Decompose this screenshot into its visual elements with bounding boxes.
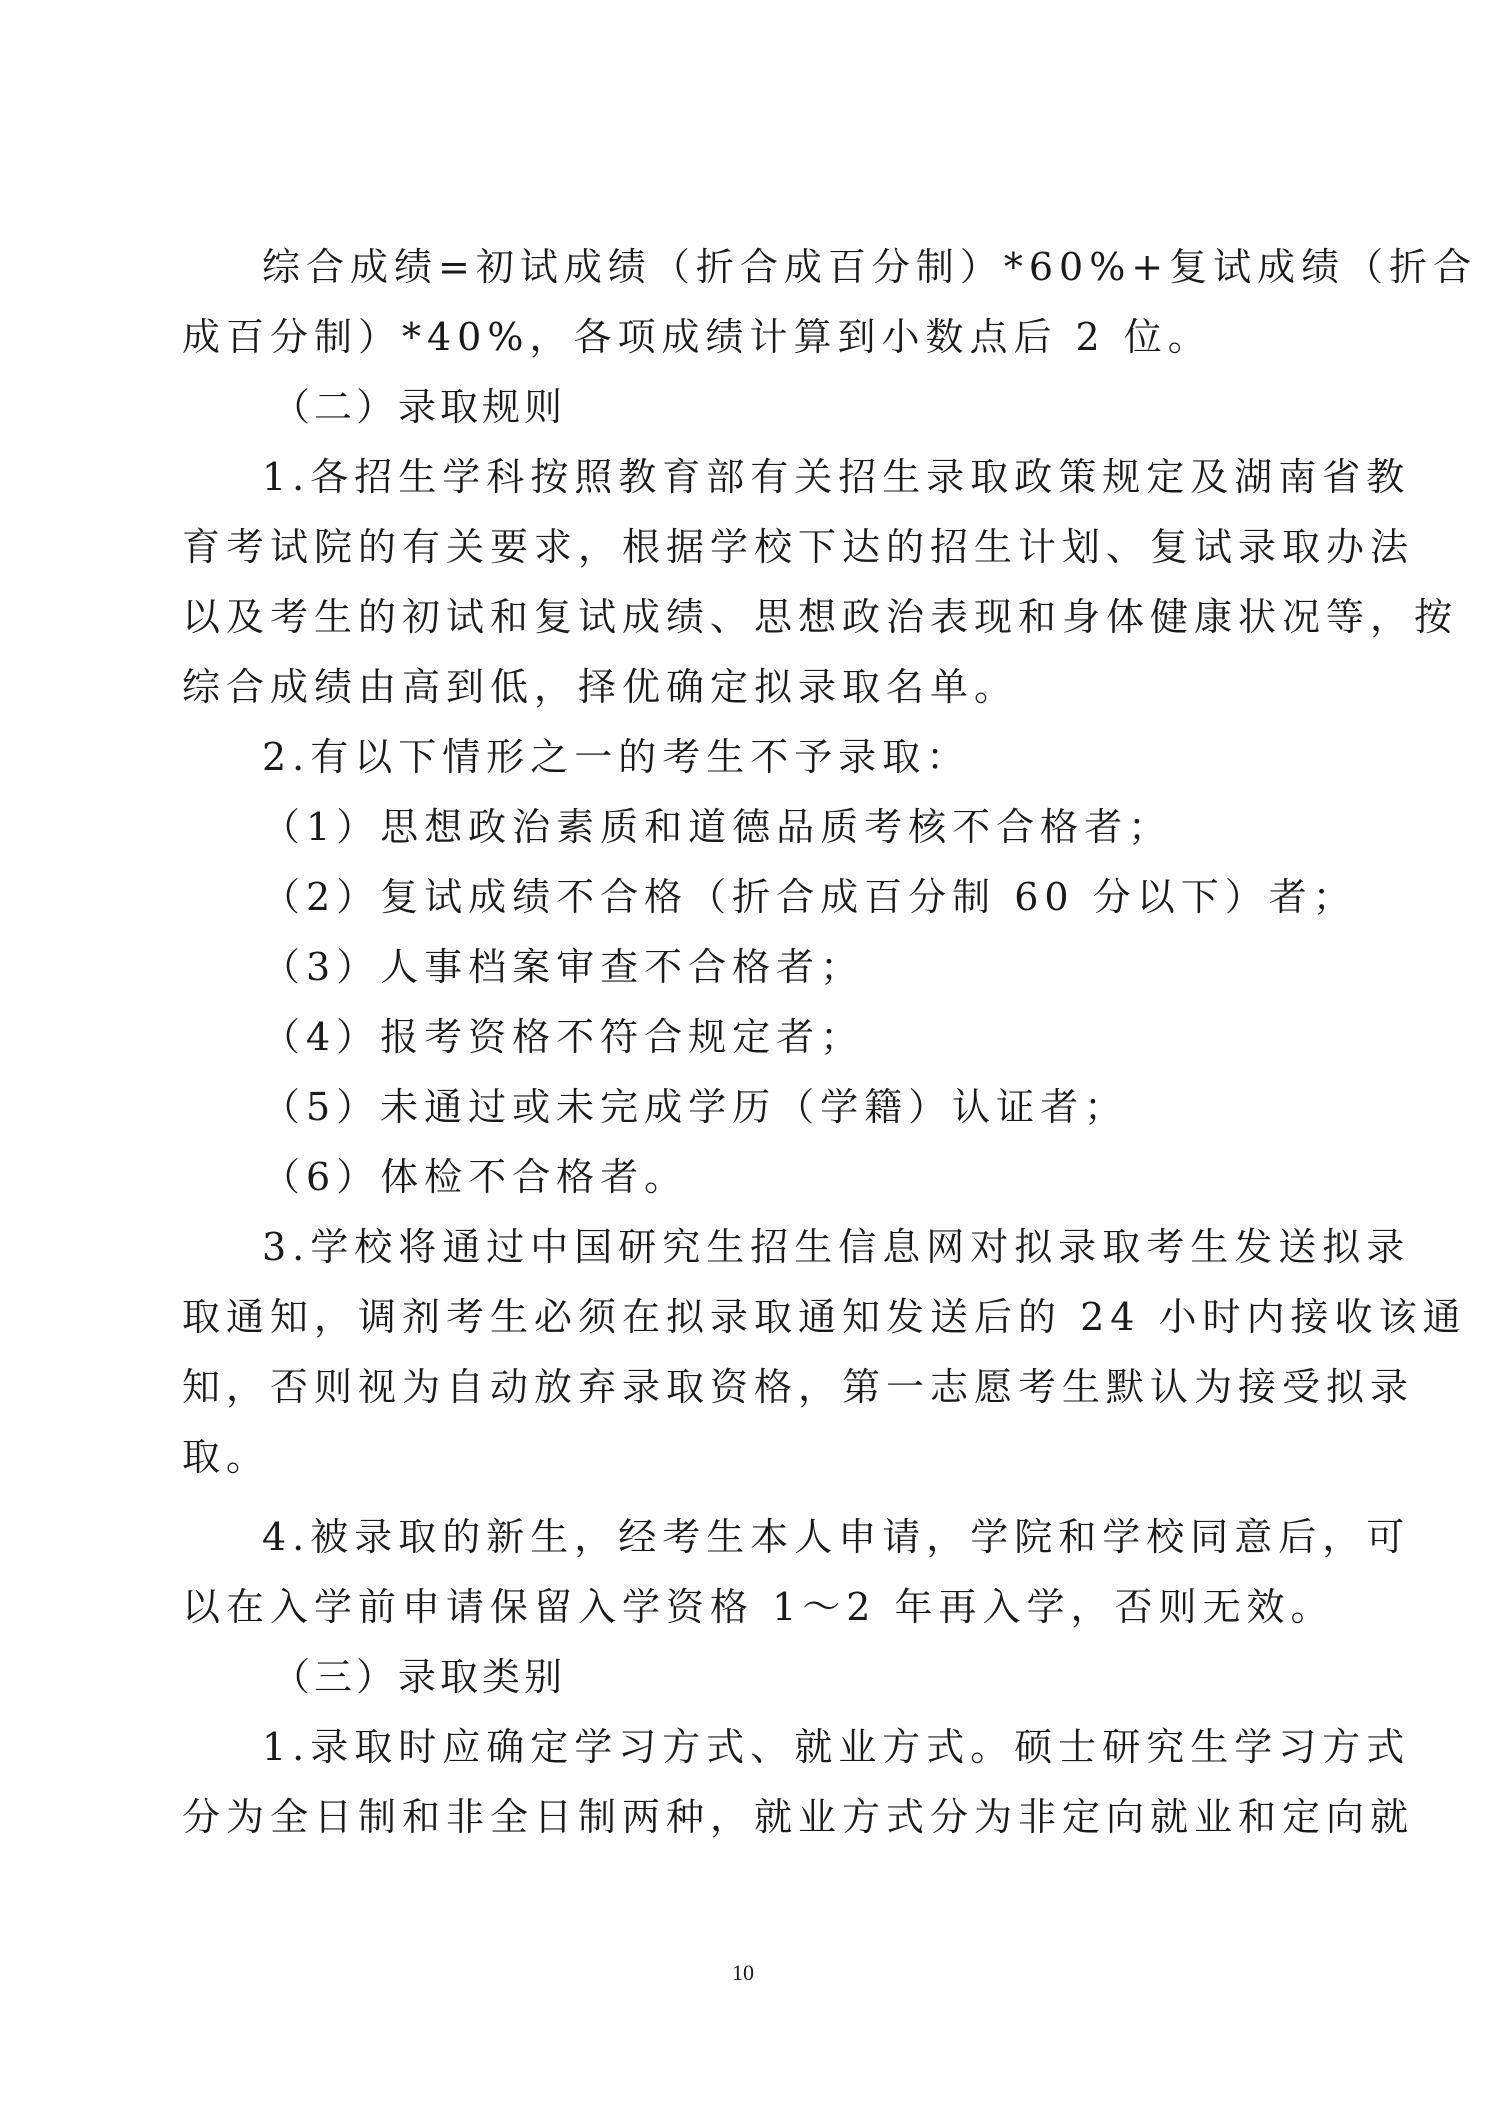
paragraph-line: 分为全日制和非全日制两种，就业方式分为非定向就业和定向就 — [182, 1795, 1415, 1839]
paragraph-line: 取通知，调剂考生必须在拟录取通知发送后的 24 小时内接收该通 — [182, 1295, 1467, 1339]
paragraph-line: 成百分制）*40%，各项成绩计算到小数点后 2 位。 — [182, 315, 1212, 359]
section-heading: （三）录取类别 — [272, 1655, 567, 1699]
paragraph-line: 以及考生的初试和复试成绩、思想政治表现和身体健康状况等，按 — [182, 595, 1459, 639]
list-item: （4）报考资格不符合规定者； — [262, 1015, 865, 1059]
paragraph-line: 综合成绩由高到低，择优确定拟录取名单。 — [182, 665, 1019, 709]
list-item: （3）人事档案审查不合格者； — [262, 945, 865, 989]
paragraph-line: 2.有以下情形之一的考生不予录取： — [262, 735, 971, 779]
page-number: 10 — [732, 1960, 754, 1985]
section-heading: （二）录取规则 — [272, 385, 567, 429]
list-item: （1）思想政治素质和道德品质考核不合格者； — [262, 805, 1173, 849]
list-item: （6）体检不合格者。 — [262, 1155, 689, 1199]
paragraph-line: 3.学校将通过中国研究生招生信息网对拟录取考生发送拟录 — [262, 1225, 1411, 1269]
paragraph-line: 育考试院的有关要求，根据学校下达的招生计划、复试录取办法 — [182, 525, 1415, 569]
paragraph-line: 1.录取时应确定学习方式、就业方式。硕士研究生学习方式 — [262, 1725, 1411, 1769]
paragraph-line: 以在入学前申请保留入学资格 1～2 年再入学，否则无效。 — [182, 1585, 1335, 1629]
list-item: （5）未通过或未完成学历（学籍）认证者； — [262, 1085, 1129, 1129]
paragraph-line: 综合成绩=初试成绩（折合成百分制）*60%+复试成绩（折合 — [262, 245, 1478, 289]
paragraph-line: 1.各招生学科按照教育部有关招生录取政策规定及湖南省教 — [262, 455, 1411, 499]
paragraph-line: 知，否则视为自动放弃录取资格，第一志愿考生默认为接受拟录 — [182, 1365, 1415, 1409]
paragraph-line: 4.被录取的新生，经考生本人申请，学院和学校同意后，可 — [262, 1515, 1411, 1559]
list-item: （2）复试成绩不合格（折合成百分制 60 分以下）者； — [262, 875, 1357, 919]
paragraph-line: 取。 — [182, 1435, 271, 1479]
